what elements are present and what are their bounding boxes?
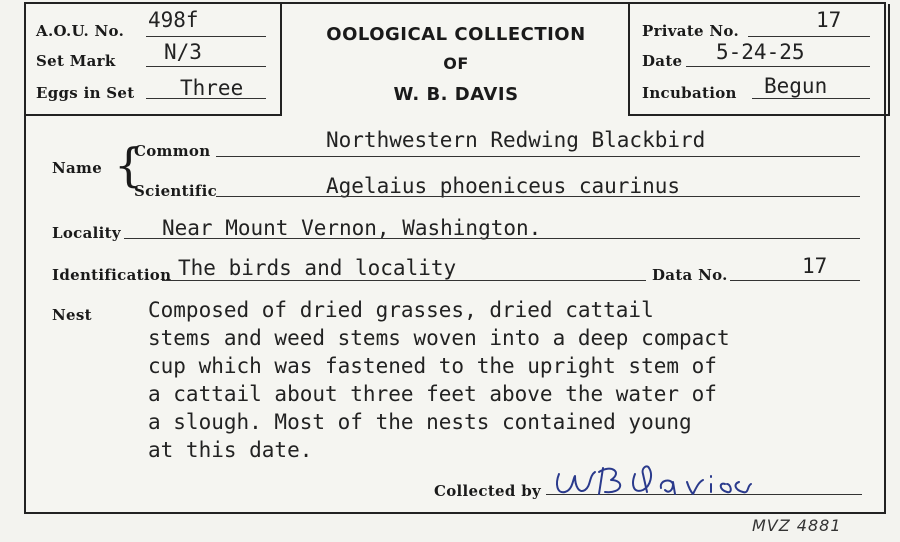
incubation-label: Incubation xyxy=(642,84,737,102)
collection-title: OOLOGICAL COLLECTION xyxy=(326,24,586,45)
identification-line xyxy=(162,280,646,281)
eggs-line xyxy=(146,98,266,99)
catalog-number: MVZ 4881 xyxy=(752,516,842,535)
set-mark-label: Set Mark xyxy=(36,52,116,70)
incubation-value: Begun xyxy=(764,74,828,98)
nest-description: Composed of dried grasses, dried cattail stems and weed stems woven into a deep compact cup which was fastened to the upright stem of a cattail about three feet above the water of a slough. Most of the nests contained young at this date. xyxy=(148,298,730,462)
private-no-value: 17 xyxy=(816,8,842,32)
set-mark-value: N/3 xyxy=(164,40,202,64)
data-no-label: Data No. xyxy=(652,266,728,284)
name-brace: { xyxy=(114,138,144,192)
collected-by-label: Collected by xyxy=(434,482,542,500)
identification-label: Identification xyxy=(52,266,172,284)
collection-title-of: OF xyxy=(443,54,469,73)
date-line xyxy=(686,66,870,67)
nest-label: Nest xyxy=(52,306,92,324)
scientific-line xyxy=(216,196,860,197)
name-label: Name xyxy=(52,159,103,177)
collector-name-title: W. B. DAVIS xyxy=(393,84,519,105)
scientific-label: Scientific xyxy=(134,182,218,200)
eggs-label: Eggs in Set xyxy=(36,84,135,102)
locality-value: Near Mount Vernon, Washington. xyxy=(162,216,542,240)
date-value: 5-24-25 xyxy=(716,40,805,64)
common-name-value: Northwestern Redwing Blackbird xyxy=(326,128,706,152)
collector-signature xyxy=(551,454,791,504)
locality-line xyxy=(124,238,860,239)
data-no-line xyxy=(730,280,860,281)
private-no-label: Private No. xyxy=(642,22,739,40)
incubation-line xyxy=(752,98,870,99)
common-label: Common xyxy=(134,142,211,160)
aou-value: 498f xyxy=(148,8,199,32)
eggs-value: Three xyxy=(180,76,244,100)
private-no-line xyxy=(748,36,870,37)
scientific-name-value: Agelaius phoeniceus caurinus xyxy=(326,174,681,198)
set-mark-line xyxy=(146,66,266,67)
data-card xyxy=(24,2,886,514)
common-line xyxy=(216,156,860,157)
aou-label: A.O.U. No. xyxy=(36,22,125,40)
identification-value: The birds and locality xyxy=(178,256,457,280)
date-label: Date xyxy=(642,52,683,70)
data-no-value: 17 xyxy=(802,254,828,278)
locality-label: Locality xyxy=(52,224,121,242)
aou-line xyxy=(146,36,266,37)
